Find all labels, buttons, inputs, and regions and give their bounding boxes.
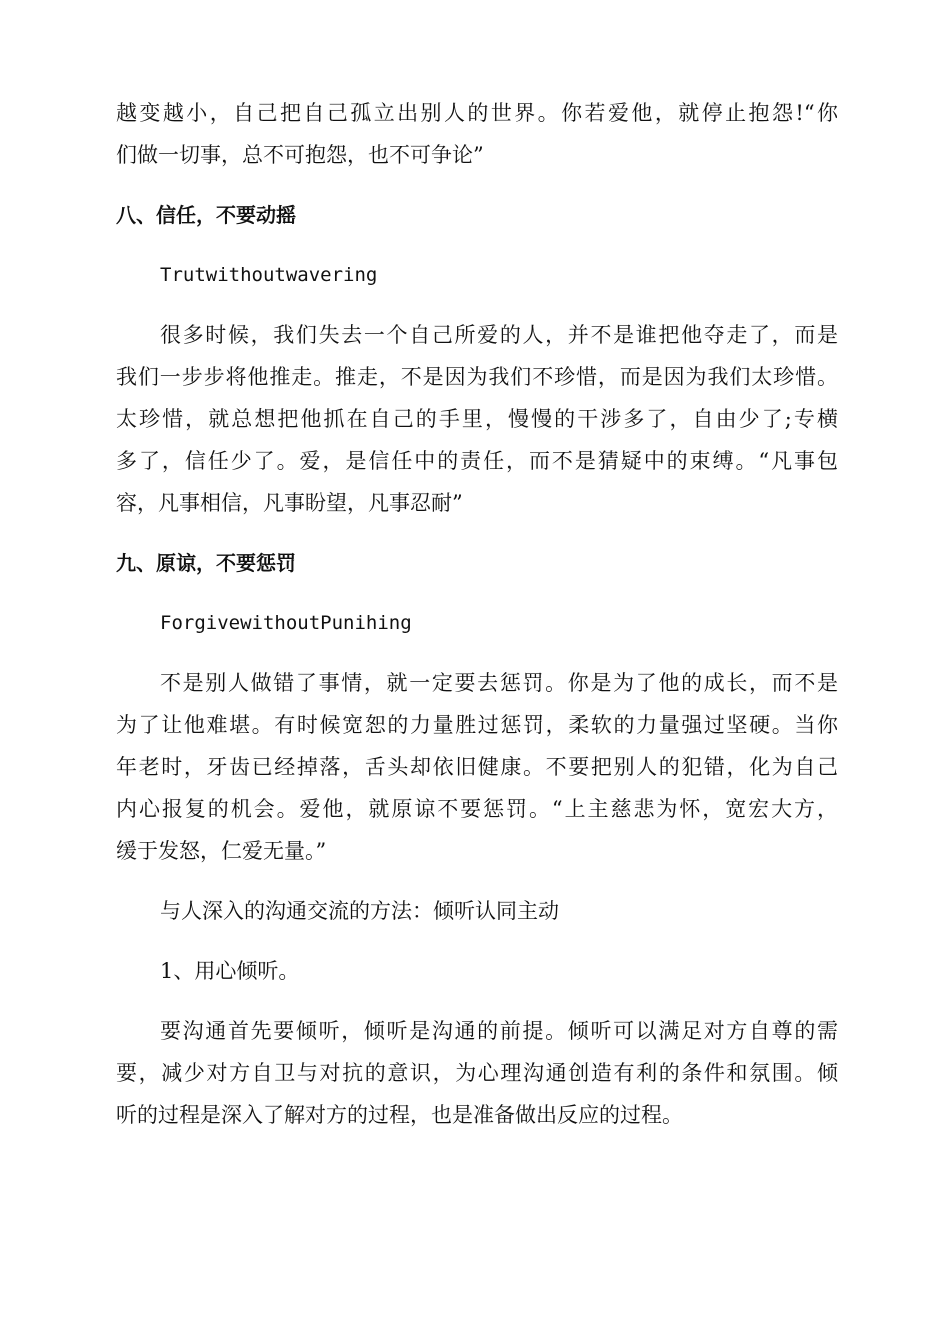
text-line: 我们一步步将他推走。推走，不是因为我们不珍惜，而是因为我们太珍惜。	[116, 365, 838, 389]
english-subtitle-trust: Trutwithoutwavering	[160, 264, 378, 286]
text-line: 很多时候，我们失去一个自己所爱的人，并不是谁把他夺走了，而是	[160, 323, 838, 347]
text-line: 多了，信任少了。爱，是信任中的责任，而不是猜疑中的束缚。“凡事包	[116, 449, 838, 473]
text-line: 为了让他难堪。有时候宽恕的力量胜过惩罚，柔软的力量强过坚硬。当你	[116, 713, 838, 737]
document-page	[116, 92, 838, 1154]
text-line: 要，减少对方自卫与对抗的意识，为心理沟通创造有利的条件和氛围。倾	[116, 1061, 838, 1085]
paragraph-forgive	[116, 662, 838, 872]
text-line: 容，凡事相信，凡事盼望，凡事忍耐”	[116, 491, 463, 515]
paragraph-intro	[116, 92, 838, 176]
text-line: 们做一切事，总不可抱怨，也不可争论”	[116, 143, 484, 167]
text-line: 年老时，牙齿已经掉落，舌头却依旧健康。不要把别人的犯错，化为自己	[116, 755, 838, 779]
text-line: 听的过程是深入了解对方的过程，也是准备做出反应的过程。	[116, 1103, 683, 1127]
text-line: 缓于发怒，仁爱无量。”	[116, 839, 327, 863]
text-line: 与人深入的沟通交流的方法：倾听认同主动	[160, 899, 559, 923]
english-subtitle-forgive: ForgivewithoutPunihing	[160, 612, 412, 634]
section-heading-trust: 八、信任，不要动摇	[116, 203, 296, 227]
paragraph-item-1	[116, 950, 838, 992]
text-line: 太珍惜，就总想把他抓在自己的手里，慢慢的干涉多了，自由少了;专横	[116, 407, 838, 431]
text-line: 越变越小，自己把自己孤立出别人的世界。你若爱他，就停止抱怨!“你	[116, 101, 838, 125]
paragraph-listen	[116, 1010, 838, 1136]
paragraph-trust	[116, 314, 838, 524]
paragraph-method	[116, 890, 838, 932]
text-line: 1、用心倾听。	[160, 959, 300, 983]
section-heading-forgive: 九、原谅，不要惩罚	[116, 551, 296, 575]
text-line: 内心报复的机会。爱他，就原谅不要惩罚。“上主慈悲为怀，宽宏大方，	[116, 797, 838, 821]
text-line: 不是别人做错了事情，就一定要去惩罚。你是为了他的成长，而不是	[160, 671, 838, 695]
text-line: 要沟通首先要倾听，倾听是沟通的前提。倾听可以满足对方自尊的需	[160, 1019, 838, 1043]
